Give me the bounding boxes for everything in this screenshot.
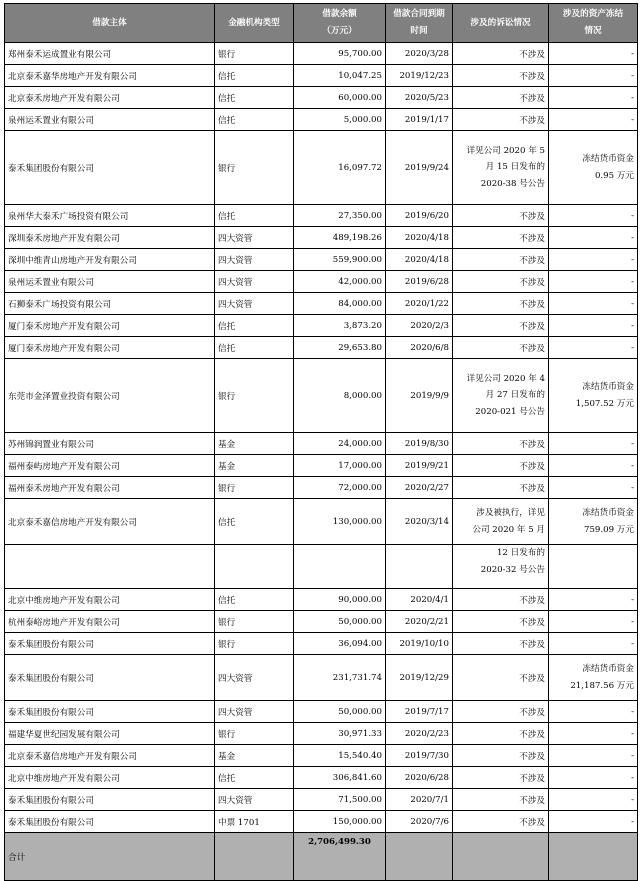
cell-borrower: 北京泰禾房地产开发有限公司 (5, 87, 215, 109)
cell-litigation-line: 2020-021 号公告 (475, 406, 545, 417)
cell-litigation (453, 499, 549, 545)
cell-maturity: 2020/1/22 (386, 293, 453, 315)
cell-institution-type: 四大资管 (215, 249, 294, 271)
table-row (5, 723, 638, 745)
header-row (5, 4, 638, 43)
cell-borrower: 福州泰屿房地产开发有限公司 (5, 455, 215, 477)
cell-maturity: 2020/2/21 (386, 611, 453, 633)
header-asset-freeze-line2: 情况 (584, 26, 602, 36)
cell-borrower: 北京泰禾嘉华房地产开发有限公司 (5, 65, 215, 87)
cell-maturity: 2019/6/28 (386, 271, 453, 293)
cell-balance: 60,000.00 (294, 87, 386, 109)
cell-institution-type: 信托 (215, 337, 294, 359)
cell-litigation (453, 545, 549, 589)
table-row (5, 131, 638, 205)
cell-litigation-line: 月 27 日发布的 (485, 390, 545, 401)
cell-balance: 16,097.72 (294, 131, 386, 205)
cell-maturity: 2020/7/1 (386, 789, 453, 811)
cell-borrower: 厦门泰禾房地产开发有限公司 (5, 337, 215, 359)
cell-borrower: 深圳泰禾房地产开发有限公司 (5, 227, 215, 249)
table-row (5, 499, 638, 545)
header-maturity (386, 4, 453, 43)
cell-borrower: 福州泰禾房地产开发有限公司 (5, 477, 215, 499)
table-row (5, 249, 638, 271)
cell-institution-type: 信托 (215, 767, 294, 789)
cell-maturity: 2020/6/28 (386, 767, 453, 789)
header-litigation: 涉及的诉讼情况 (453, 4, 549, 43)
total-label: 合计 (5, 833, 215, 881)
cell-maturity: 2020/6/8 (386, 337, 453, 359)
total-row (5, 833, 638, 881)
cell-asset-freeze: - (549, 589, 638, 611)
cell-borrower: 泰禾集团股份有限公司 (5, 811, 215, 833)
cell-litigation: 不涉及 (453, 249, 549, 271)
cell-litigation: 不涉及 (453, 701, 549, 723)
cell-asset-freeze-line: 0.95 万元 (594, 170, 634, 181)
total-empty-cell (549, 833, 638, 881)
cell-litigation: 不涉及 (453, 477, 549, 499)
cell-institution-type: 信托 (215, 315, 294, 337)
cell-litigation-line: 2020-38 号公告 (480, 178, 545, 189)
cell-maturity: 2019/9/21 (386, 455, 453, 477)
cell-borrower: 泉州华大泰禾广场投资有限公司 (5, 205, 215, 227)
cell-institution-type (215, 545, 294, 589)
cell-maturity: 2020/3/14 (386, 499, 453, 545)
cell-balance: 8,000.00 (294, 359, 386, 433)
cell-litigation: 不涉及 (453, 767, 549, 789)
cell-borrower: 泰禾集团股份有限公司 (5, 655, 215, 701)
cell-borrower: 泰禾集团股份有限公司 (5, 131, 215, 205)
cell-institution-type: 银行 (215, 611, 294, 633)
table-row (5, 589, 638, 611)
cell-balance: 15,540.40 (294, 745, 386, 767)
total-empty-cell (453, 833, 549, 881)
cell-maturity: 2019/9/24 (386, 131, 453, 205)
cell-litigation: 不涉及 (453, 87, 549, 109)
cell-maturity: 2019/10/10 (386, 633, 453, 655)
table-row (5, 293, 638, 315)
cell-borrower: 泉州运禾置业有限公司 (5, 109, 215, 131)
cell-borrower: 北京中维房地产开发有限公司 (5, 767, 215, 789)
cell-litigation: 不涉及 (453, 315, 549, 337)
table-row (5, 87, 638, 109)
table-body (5, 43, 638, 833)
cell-balance: 231,731.74 (294, 655, 386, 701)
cell-balance (294, 545, 386, 589)
table-row (5, 433, 638, 455)
cell-balance: 29,653.80 (294, 337, 386, 359)
cell-balance: 84,000.00 (294, 293, 386, 315)
cell-asset-freeze-line: 冻结货币资金 (582, 154, 634, 164)
cell-institution-type: 信托 (215, 65, 294, 87)
cell-balance: 5,000.00 (294, 109, 386, 131)
cell-institution-type: 中票 1701 (215, 811, 294, 833)
cell-borrower: 泰禾集团股份有限公司 (5, 701, 215, 723)
cell-litigation: 不涉及 (453, 337, 549, 359)
cell-borrower (5, 545, 215, 589)
cell-asset-freeze: - (549, 43, 638, 65)
cell-asset-freeze (549, 655, 638, 701)
table-row (5, 271, 638, 293)
cell-balance: 559,900.00 (294, 249, 386, 271)
cell-borrower: 泉州运禾置业有限公司 (5, 271, 215, 293)
cell-institution-type: 信托 (215, 499, 294, 545)
cell-asset-freeze-line: 21,187.56 万元 (570, 680, 634, 691)
cell-litigation: 不涉及 (453, 811, 549, 833)
cell-institution-type: 信托 (215, 109, 294, 131)
cell-balance: 30,971.33 (294, 723, 386, 745)
header-maturity-line2: 时间 (410, 26, 428, 36)
cell-borrower: 福建华夏世纪园发展有限公司 (5, 723, 215, 745)
cell-litigation: 不涉及 (453, 611, 549, 633)
header-balance (294, 4, 386, 43)
table-row (5, 359, 638, 433)
cell-maturity: 2019/12/23 (386, 65, 453, 87)
cell-maturity: 2020/5/23 (386, 87, 453, 109)
cell-maturity: 2020/4/18 (386, 227, 453, 249)
cell-asset-freeze: - (549, 65, 638, 87)
cell-borrower: 泰禾集团股份有限公司 (5, 789, 215, 811)
cell-litigation-line: 详见公司 2020 年 4 (466, 373, 545, 384)
cell-borrower: 杭州泰峪房地产开发有限公司 (5, 611, 215, 633)
table-row (5, 701, 638, 723)
cell-maturity: 2020/2/3 (386, 315, 453, 337)
cell-institution-type: 基金 (215, 745, 294, 767)
cell-balance: 71,500.00 (294, 789, 386, 811)
table-row (5, 477, 638, 499)
cell-litigation-line: 12 日发布的 (496, 548, 545, 558)
cell-institution-type: 信托 (215, 589, 294, 611)
cell-maturity: 2019/1/17 (386, 109, 453, 131)
cell-asset-freeze-line: 冻结货币资金 (582, 382, 634, 392)
cell-asset-freeze (549, 131, 638, 205)
cell-institution-type: 四大资管 (215, 701, 294, 723)
cell-borrower: 北京中维房地产开发有限公司 (5, 589, 215, 611)
cell-asset-freeze: - (549, 477, 638, 499)
cell-asset-freeze: - (549, 745, 638, 767)
cell-borrower: 郑州泰禾运成置业有限公司 (5, 43, 215, 65)
header-asset-freeze (549, 4, 638, 43)
cell-maturity: 2020/4/1 (386, 589, 453, 611)
cell-litigation-line: 公司 2020 年 5 月 (472, 524, 545, 535)
cell-institution-type: 银行 (215, 131, 294, 205)
table-row (5, 767, 638, 789)
cell-asset-freeze: - (549, 633, 638, 655)
header-asset-freeze-line1: 涉及的资产冻结 (562, 9, 624, 19)
cell-asset-freeze: - (549, 293, 638, 315)
cell-institution-type: 银行 (215, 43, 294, 65)
header-balance-line2: （万元） (322, 26, 357, 36)
cell-balance: 50,000.00 (294, 611, 386, 633)
table-row (5, 811, 638, 833)
cell-asset-freeze: - (549, 87, 638, 109)
cell-litigation: 不涉及 (453, 723, 549, 745)
cell-asset-freeze-line: 冻结货币资金 (582, 664, 634, 674)
cell-institution-type: 四大资管 (215, 789, 294, 811)
table-row (5, 65, 638, 87)
cell-balance: 50,000.00 (294, 701, 386, 723)
cell-institution-type: 基金 (215, 433, 294, 455)
cell-balance: 72,000.00 (294, 477, 386, 499)
cell-maturity: 2019/7/30 (386, 745, 453, 767)
cell-maturity: 2020/4/18 (386, 249, 453, 271)
table-row (5, 337, 638, 359)
cell-balance: 130,000.00 (294, 499, 386, 545)
cell-borrower: 泰禾集团股份有限公司 (5, 633, 215, 655)
cell-institution-type: 基金 (215, 455, 294, 477)
table-row (5, 455, 638, 477)
cell-borrower: 北京泰禾嘉信房地产开发有限公司 (5, 499, 215, 545)
cell-litigation: 不涉及 (453, 227, 549, 249)
cell-litigation (453, 359, 549, 433)
cell-borrower: 北京泰禾嘉信房地产开发有限公司 (5, 745, 215, 767)
total-empty-cell (215, 833, 294, 881)
cell-asset-freeze: - (549, 205, 638, 227)
cell-asset-freeze-line: 759.09 万元 (584, 524, 634, 535)
table-row (5, 633, 638, 655)
total-amount: 2,706,499.30 (294, 833, 386, 881)
cell-maturity: 2019/9/9 (386, 359, 453, 433)
table-row (5, 227, 638, 249)
cell-asset-freeze: - (549, 701, 638, 723)
header-balance-line1: 借款余额 (322, 9, 357, 19)
cell-litigation: 不涉及 (453, 293, 549, 315)
cell-balance: 36,094.00 (294, 633, 386, 655)
cell-litigation: 不涉及 (453, 109, 549, 131)
cell-balance: 27,350.00 (294, 205, 386, 227)
cell-maturity: 2019/7/17 (386, 701, 453, 723)
cell-litigation-line: 2020-32 号公告 (480, 564, 545, 575)
table-row (5, 205, 638, 227)
table-row (5, 109, 638, 131)
table-row (5, 43, 638, 65)
cell-litigation: 不涉及 (453, 655, 549, 701)
cell-litigation: 不涉及 (453, 205, 549, 227)
cell-asset-freeze: - (549, 611, 638, 633)
cell-asset-freeze: - (549, 227, 638, 249)
cell-balance: 489,198.26 (294, 227, 386, 249)
cell-asset-freeze-line: 1,507.52 万元 (575, 398, 634, 409)
cell-maturity: 2019/8/30 (386, 433, 453, 455)
cell-balance: 95,700.00 (294, 43, 386, 65)
cell-asset-freeze: - (549, 315, 638, 337)
cell-institution-type: 银行 (215, 359, 294, 433)
cell-litigation-line: 涉及被执行，详见 (476, 508, 545, 518)
header-maturity-line1: 借款合同到期 (393, 9, 445, 19)
cell-institution-type: 四大资管 (215, 655, 294, 701)
cell-asset-freeze: - (549, 337, 638, 359)
table-row (5, 789, 638, 811)
cell-maturity: 2020/3/28 (386, 43, 453, 65)
cell-litigation-line: 月 15 日发布的 (485, 162, 545, 173)
cell-litigation (453, 131, 549, 205)
cell-maturity: 2020/2/27 (386, 477, 453, 499)
cell-asset-freeze: - (549, 789, 638, 811)
cell-borrower: 石狮泰禾广场投资有限公司 (5, 293, 215, 315)
cell-balance: 42,000.00 (294, 271, 386, 293)
table-row (5, 655, 638, 701)
cell-maturity: 2019/6/20 (386, 205, 453, 227)
cell-litigation: 不涉及 (453, 271, 549, 293)
cell-institution-type: 四大资管 (215, 227, 294, 249)
cell-institution-type: 四大资管 (215, 293, 294, 315)
cell-institution-type: 银行 (215, 477, 294, 499)
cell-balance: 17,000.00 (294, 455, 386, 477)
cell-asset-freeze: - (549, 433, 638, 455)
table-row (5, 315, 638, 337)
cell-asset-freeze: - (549, 271, 638, 293)
cell-litigation: 不涉及 (453, 455, 549, 477)
cell-borrower: 厦门泰禾房地产开发有限公司 (5, 315, 215, 337)
cell-balance: 3,873.20 (294, 315, 386, 337)
cell-institution-type: 银行 (215, 633, 294, 655)
header-institution-type: 金融机构类型 (215, 4, 294, 43)
cell-litigation-line: 详见公司 2020 年 5 (466, 145, 545, 156)
table-row (5, 745, 638, 767)
cell-maturity: 2020/2/23 (386, 723, 453, 745)
cell-balance: 24,000.00 (294, 433, 386, 455)
cell-institution-type: 信托 (215, 205, 294, 227)
cell-asset-freeze (549, 499, 638, 545)
cell-borrower: 苏州锦润置业有限公司 (5, 433, 215, 455)
cell-asset-freeze (549, 359, 638, 433)
cell-maturity: 2020/7/6 (386, 811, 453, 833)
total-empty-cell (386, 833, 453, 881)
cell-litigation: 不涉及 (453, 43, 549, 65)
loan-table (4, 3, 638, 881)
cell-litigation: 不涉及 (453, 789, 549, 811)
cell-asset-freeze: - (549, 455, 638, 477)
cell-balance: 90,000.00 (294, 589, 386, 611)
cell-litigation: 不涉及 (453, 745, 549, 767)
cell-litigation: 不涉及 (453, 589, 549, 611)
cell-maturity (386, 545, 453, 589)
table-row (5, 611, 638, 633)
cell-asset-freeze (549, 545, 638, 589)
cell-asset-freeze: - (549, 811, 638, 833)
cell-asset-freeze: - (549, 767, 638, 789)
cell-institution-type: 银行 (215, 723, 294, 745)
header-borrower: 借款主体 (5, 4, 215, 43)
cell-institution-type: 四大资管 (215, 271, 294, 293)
cell-balance: 10,047.25 (294, 65, 386, 87)
cell-litigation: 不涉及 (453, 65, 549, 87)
cell-asset-freeze-line: 冻结货币资金 (582, 508, 634, 518)
cell-asset-freeze: - (549, 723, 638, 745)
cell-balance: 306,841.60 (294, 767, 386, 789)
table-row (5, 545, 638, 589)
cell-litigation: 不涉及 (453, 633, 549, 655)
cell-borrower: 深圳中维青山房地产开发有限公司 (5, 249, 215, 271)
cell-asset-freeze: - (549, 249, 638, 271)
cell-institution-type: 信托 (215, 87, 294, 109)
cell-litigation: 不涉及 (453, 433, 549, 455)
cell-maturity: 2019/12/29 (386, 655, 453, 701)
cell-borrower: 东莞市金泽置业投资有限公司 (5, 359, 215, 433)
cell-balance: 150,000.00 (294, 811, 386, 833)
cell-asset-freeze: - (549, 109, 638, 131)
